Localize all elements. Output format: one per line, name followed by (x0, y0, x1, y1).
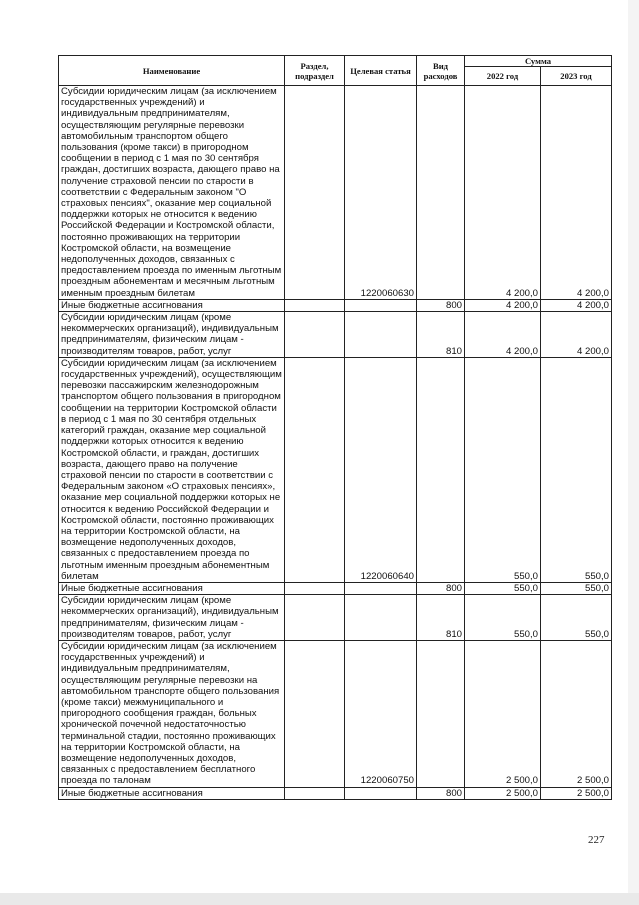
row-sum-2022: 2 500,0 (465, 787, 541, 799)
row-sum-2023: 550,0 (541, 357, 612, 582)
row-expense-type: 810 (417, 595, 465, 641)
row-section (285, 595, 345, 641)
header-name: Наименование (59, 56, 285, 86)
row-sum-2023: 550,0 (541, 582, 612, 594)
table-row (59, 299, 612, 311)
row-name: Иные бюджетные ассигнования (59, 787, 285, 799)
table-row (59, 640, 612, 787)
row-name: Субсидии юридическим лицам (за исключением государственных учреждений) и индивидуальным предпринимателям, осуществляющим регулярные перевозки на автомобильном транспорте общего пользования (кроме такси) межмуниципального и пригородного сообщения граждан, больных хронической почечной недостаточностью терминальной стадии, постоянно проживающих на территории Костромской области, на возмещение недополученных доходов, связанных с предоставлением бесплатного проезда по талонам (59, 640, 285, 787)
row-article (345, 787, 417, 799)
row-section (285, 582, 345, 594)
row-sum-2023: 2 500,0 (541, 640, 612, 787)
row-sum-2022: 550,0 (465, 357, 541, 582)
row-expense-type (417, 357, 465, 582)
row-name: Субсидии юридическим лицам (за исключением государственных учреждений), осуществляющим перевозки пассажирским железнодорожным транспортом общего пользования в пригородном сообщении на территории Костромской области в период с 1 мая по 30 сентября отдельных категорий граждан, оказание мер социальной поддержки которых относится к ведению Костромской области, и граждан, достигших возраста, дающего право на получение страховой пенсии по старости в соответствии с Федеральным законом «О страховых пенсиях», оказание мер социальной поддержки которых не относится к ведению Российской Федерации и Костромской области, постоянно проживающих на территории Костромской области, на возмещение недополученных доходов, связанных с предоставлением проезда по льготным именным проездным абонементным билетам (59, 357, 285, 582)
row-sum-2023: 4 200,0 (541, 312, 612, 358)
row-sum-2023: 550,0 (541, 595, 612, 641)
row-expense-type: 800 (417, 299, 465, 311)
page-bottom-edge (0, 893, 639, 905)
row-name: Иные бюджетные ассигнования (59, 582, 285, 594)
row-expense-type: 800 (417, 582, 465, 594)
row-expense-type: 810 (417, 312, 465, 358)
header-article: Целевая статья (345, 56, 417, 86)
row-expense-type: 800 (417, 787, 465, 799)
row-article: 1220060630 (345, 86, 417, 300)
row-article (345, 299, 417, 311)
row-sum-2022: 550,0 (465, 582, 541, 594)
table-row (59, 86, 612, 300)
row-article (345, 582, 417, 594)
row-article (345, 312, 417, 358)
row-section (285, 640, 345, 787)
row-sum-2023: 2 500,0 (541, 787, 612, 799)
row-sum-2022: 550,0 (465, 595, 541, 641)
header-year-2022: 2022 год (465, 67, 541, 86)
row-sum-2022: 4 200,0 (465, 86, 541, 300)
table-row (59, 787, 612, 799)
row-sum-2022: 4 200,0 (465, 312, 541, 358)
row-section (285, 787, 345, 799)
row-article (345, 595, 417, 641)
row-section (285, 357, 345, 582)
page-edge-shadow (628, 0, 639, 905)
row-name: Иные бюджетные ассигнования (59, 299, 285, 311)
row-sum-2023: 4 200,0 (541, 299, 612, 311)
table-row (59, 357, 612, 582)
row-section (285, 312, 345, 358)
table-header-row (59, 56, 612, 67)
row-name: Субсидии юридическим лицам (кроме некоммерческих организаций), индивидуальным предпринимателям, физическим лицам - производителям товаров, работ, услуг (59, 312, 285, 358)
row-article: 1220060750 (345, 640, 417, 787)
budget-table (58, 55, 612, 800)
row-article: 1220060640 (345, 357, 417, 582)
row-expense-type (417, 86, 465, 300)
table-row (59, 595, 612, 641)
row-name: Субсидии юридическим лицам (за исключением государственных учреждений) и индивидуальным предпринимателям, осуществляющим регулярные перевозки автомобильным транспортом общего пользования (кроме такси) в пригородном сообщении в период с 1 мая по 30 сентября граждан, достигших возраста, дающего право на получение страховой пенсии по старости в соответствии с Федеральным законом "О страховых пенсиях", оказание мер социальной поддержки которых не относится к ведению Российской Федерации и Костромской области, постоянно проживающих на территории Костромской области, на возмещение недополученных доходов, связанных с предоставлением проезда по именным льготным проездным абонементам и месячным льготным именным проездным билетам (59, 86, 285, 300)
row-sum-2022: 2 500,0 (465, 640, 541, 787)
row-section (285, 299, 345, 311)
row-name: Субсидии юридическим лицам (кроме некоммерческих организаций), индивидуальным предпринимателям, физическим лицам - производителям товаров, работ, услуг (59, 595, 285, 641)
row-section (285, 86, 345, 300)
header-year-2023: 2023 год (541, 67, 612, 86)
header-section: Раздел, подраздел (285, 56, 345, 86)
page-number: 227 (588, 834, 605, 846)
table-row (59, 312, 612, 358)
row-expense-type (417, 640, 465, 787)
table-row (59, 582, 612, 594)
row-sum-2022: 4 200,0 (465, 299, 541, 311)
header-expense-type: Вид расходов (417, 56, 465, 86)
header-sum: Сумма (465, 56, 612, 67)
row-sum-2023: 4 200,0 (541, 86, 612, 300)
